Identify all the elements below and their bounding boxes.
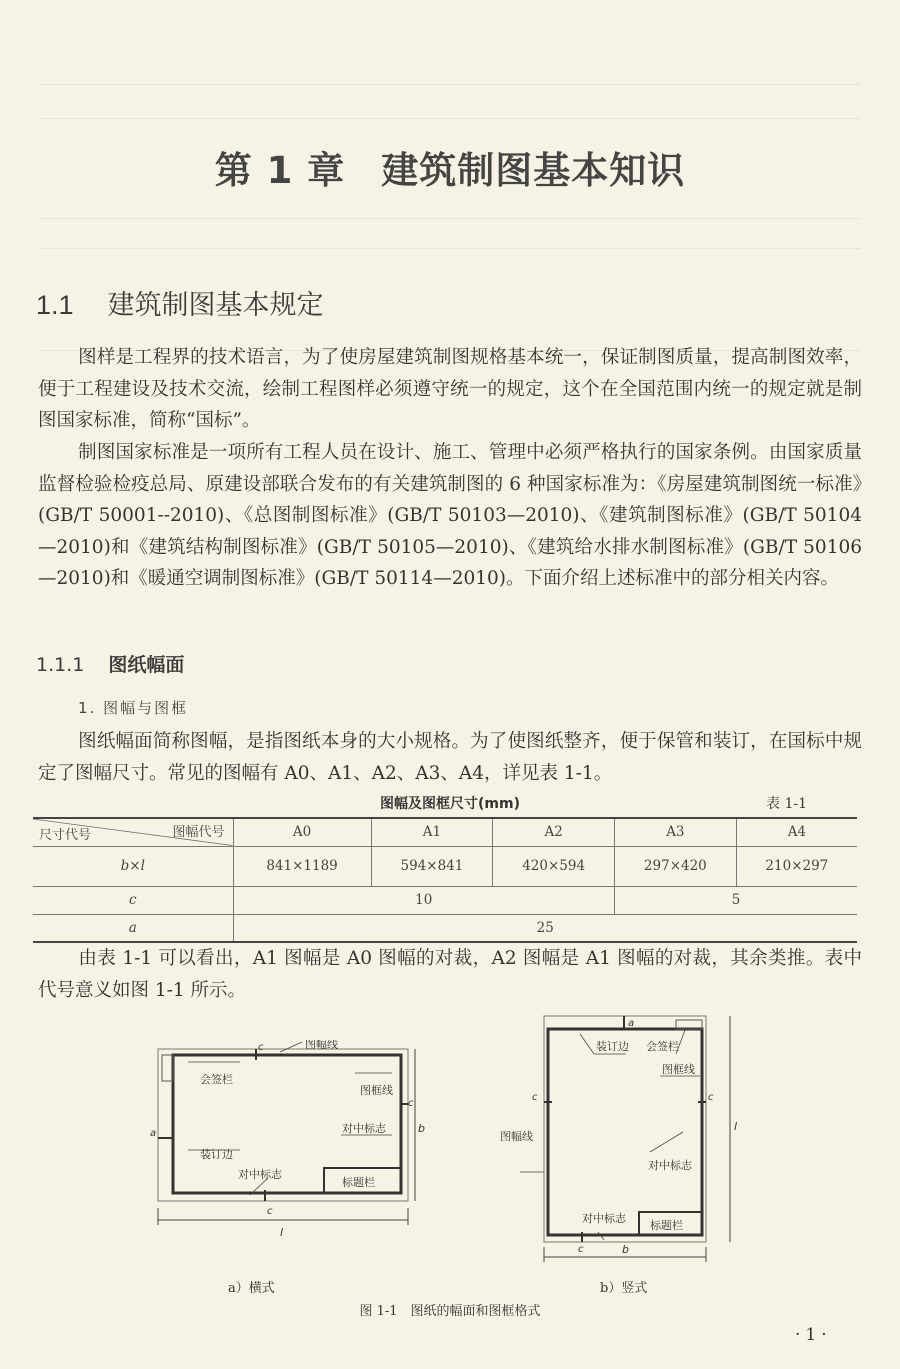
column-header: A3	[615, 818, 737, 846]
paragraph-table-note	[38, 943, 862, 1006]
page-number: ·1·	[795, 1325, 832, 1345]
landscape-frame-diagram	[150, 1040, 450, 1270]
dim-a: a	[150, 1128, 157, 1139]
table-header-row	[33, 818, 857, 846]
chapter-label: 第 1 章	[214, 149, 346, 192]
corner-bottom-label: 尺寸代号	[39, 827, 92, 843]
paragraph-text: 图纸幅面简称图幅，是指图纸本身的大小规格。为了使图纸整齐，便于保管和装订，在国标中规定了图幅尺寸。常见的图幅有 A0、A1、A2、A3、A4，详见表 1-1。	[38, 731, 862, 784]
dim-b: b	[622, 1243, 629, 1256]
column-header: A2	[493, 818, 615, 846]
corner-top-label: 图幅代号	[172, 825, 225, 840]
paragraph-sheet-size	[38, 726, 862, 789]
label-title-block: 标题栏	[650, 1219, 683, 1232]
table-cell: 420×594	[493, 846, 615, 886]
label-binding-edge: 装订边	[200, 1148, 233, 1161]
label-binding-edge: 装订边	[596, 1040, 629, 1053]
figure-landscape	[150, 1040, 450, 1270]
row-label: b×l	[33, 846, 233, 886]
label-sheet-line: 图幅线	[305, 1040, 338, 1051]
subsection-name: 图纸幅面	[108, 654, 185, 676]
label-sheet-line: 图幅线	[500, 1130, 533, 1143]
dim-l: l	[734, 1120, 738, 1133]
row-label: a	[128, 919, 137, 936]
row-label: c	[33, 886, 233, 914]
figure-caption: 图 1-1 图纸的幅面和图框格式	[359, 1304, 541, 1319]
portrait-frame-diagram	[500, 1012, 770, 1272]
section-name: 建筑制图基本规定	[107, 290, 324, 321]
table-corner-cell	[33, 818, 233, 846]
label-centering-mark-right: 对中标志	[648, 1159, 692, 1172]
section-number: 1.1	[36, 290, 74, 320]
dim-b: b	[418, 1122, 425, 1135]
bleed-through-line	[40, 118, 860, 119]
dim-c-left: c	[532, 1092, 538, 1103]
bleed-through-line	[40, 84, 860, 85]
list-heading: 1. 图幅与图框	[78, 699, 189, 717]
dim-c-right: c	[408, 1098, 414, 1109]
bleed-through-line	[40, 248, 860, 249]
chapter-title	[0, 140, 900, 194]
column-header: A0	[233, 818, 371, 846]
label-countersign-box: 会签栏	[646, 1040, 679, 1053]
label-centering-mark-right: 对中标志	[342, 1122, 386, 1135]
section-heading	[36, 283, 324, 322]
dim-c-bottom: c	[267, 1206, 273, 1217]
dim-c-right: c	[708, 1092, 714, 1103]
dim-l: l	[280, 1226, 284, 1239]
chapter-name: 建筑制图基本知识	[381, 149, 686, 192]
subsection-heading	[36, 650, 184, 677]
figure-b-label: b）竖式	[600, 1281, 648, 1296]
table-cell: 297×420	[615, 846, 737, 886]
paragraph-text: 由表 1-1 可以看出，A1 图幅是 A0 图幅的对裁，A2 图幅是 A1 图幅的对裁，其余类推。表中代号意义如图 1-1 所示。	[38, 948, 862, 1001]
table-cell: 210×297	[736, 846, 857, 886]
subsection-number: 1.1.1	[36, 654, 85, 676]
table-row	[33, 886, 857, 914]
bleed-through-line	[40, 218, 860, 219]
table-row	[33, 846, 857, 886]
table-cell-merged: 10	[233, 886, 615, 914]
dim-c-top: c	[258, 1042, 264, 1053]
table-row	[33, 914, 857, 942]
label-centering-mark-bottom: 对中标志	[238, 1168, 282, 1181]
figure-a-label: a）横式	[228, 1281, 275, 1296]
paragraph-text: 图样是工程界的技术语言，为了使房屋建筑制图规格基本统一，保证制图质量，提高制图效率，便于工程建设及技术交流，绘制工程图样必须遵守统一的规定，这个在全国范围内统一的规定就是制图国家标准，简称“国标”。	[38, 347, 862, 431]
label-title-block: 标题栏	[342, 1176, 375, 1189]
table-cell-merged: 25	[233, 914, 857, 942]
table-cell: 594×841	[371, 846, 493, 886]
label-centering-mark-bottom: 对中标志	[582, 1212, 626, 1225]
label-frame-line: 图框线	[662, 1063, 695, 1076]
label-frame-line: 图框线	[360, 1084, 393, 1097]
table-number: 表 1-1	[766, 796, 807, 812]
dim-c-bottom: c	[578, 1244, 584, 1255]
column-header: A4	[736, 818, 857, 846]
paragraph-text: 制图国家标准是一项所有工程人员在设计、施工、管理中必须严格执行的国家条例。由国家质量监督检验检疫总局、原建设部联合发布的有关建筑制图的 6 种国家标准为：《房屋建筑制图统一标准》(GB/T 50001--2010)、《总图制图标准》(GB/T 50103—2010)、《建筑制图标准》(GB/T 50104—2010)和《建筑结构制图标准》(GB/T 50105—2010)、《建筑给水排水制图标准》(GB/T 50106—2010)和《暖通空调制图标准》(GB/T 50114—2010)。下面介绍上述标准中的部分相关内容。	[38, 442, 862, 589]
table-cell-merged: 5	[615, 886, 858, 914]
column-header: A1	[371, 818, 493, 846]
figure-portrait	[500, 1012, 770, 1272]
dim-a: a	[628, 1018, 635, 1029]
paragraph-standards	[38, 437, 862, 595]
table-cell: 841×1189	[233, 846, 371, 886]
sheet-size-table	[33, 817, 857, 943]
table-caption: 图幅及图框尺寸(mm)	[380, 796, 520, 812]
paragraph-intro	[38, 342, 862, 437]
label-countersign-box: 会签栏	[200, 1073, 233, 1086]
